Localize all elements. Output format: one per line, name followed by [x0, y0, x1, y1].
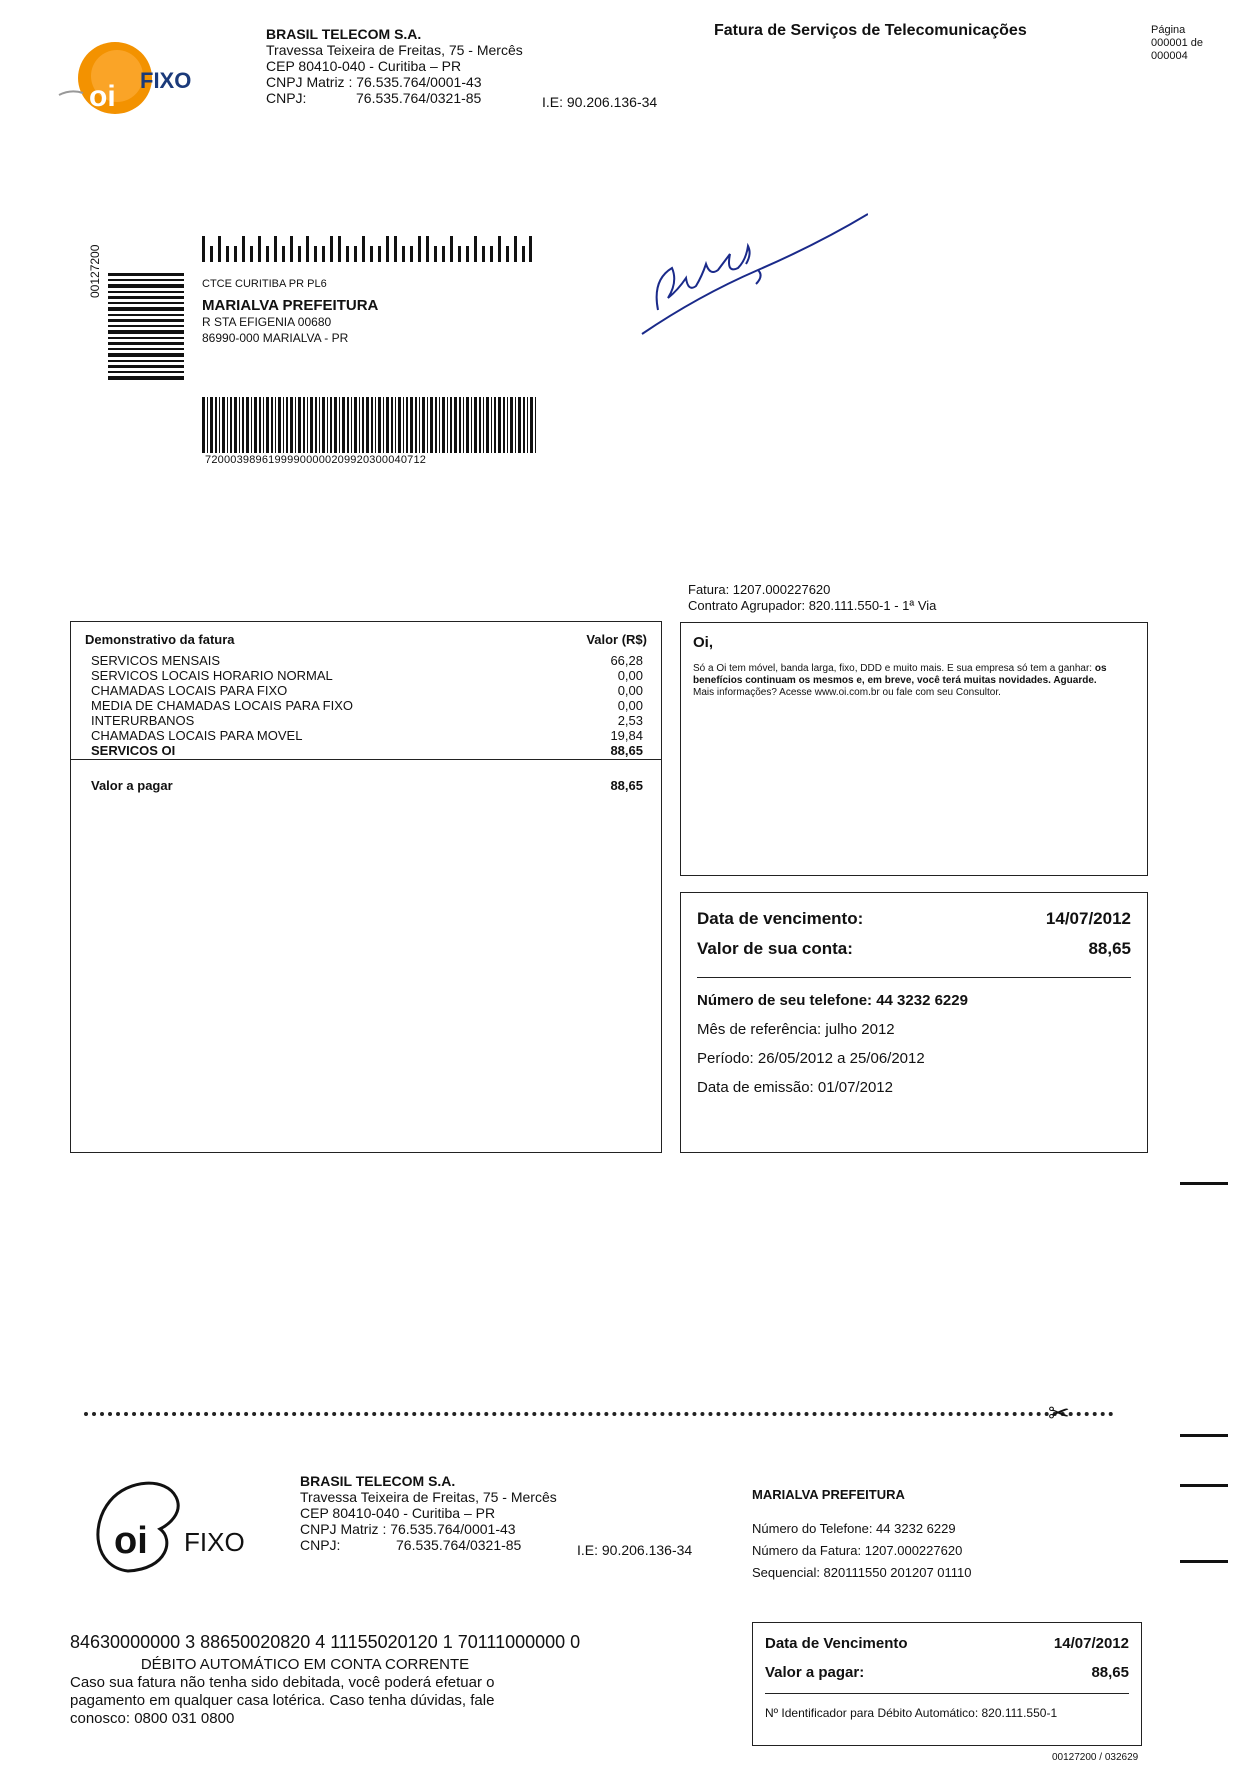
debit-text: Caso sua fatura não tenha sido debitada, você poderá efetuar o pagamento em qualquer casa lotérica. Caso tenha dúvidas, fale conosco: 0800 031 0800 — [70, 1674, 495, 1727]
statement-item-label: CHAMADAS LOCAIS PARA FIXO — [91, 683, 288, 698]
side-barcode — [108, 273, 184, 381]
statement-item-value: 66,28 — [610, 653, 643, 668]
statement-row-subtotal — [71, 743, 661, 760]
stub-pay-value: 88,65 — [1091, 1664, 1129, 1681]
statement-row — [85, 683, 647, 698]
invoice-number: Fatura: 1207.000227620 — [688, 582, 831, 597]
statement-item-value: 0,00 — [617, 698, 643, 713]
margin-mark — [1180, 1182, 1228, 1185]
company-block — [266, 26, 523, 106]
due-date-row — [697, 909, 1131, 929]
handwritten-signature — [638, 200, 868, 340]
statement-row — [85, 713, 647, 728]
digitable-line: 84630000000 3 88650020820 4 11155020120 1 70111000000 0 — [70, 1632, 581, 1652]
statement-item-label: MEDIA DE CHAMADAS LOCAIS PARA FIXO — [91, 698, 353, 713]
company-address-1: Travessa Teixeira de Freitas, 75 - Mercês — [266, 42, 523, 58]
stub-client-name: MARIALVA PREFEITURA — [752, 1487, 905, 1502]
document-title: Fatura de Serviços de Telecomunicações — [714, 22, 1027, 39]
stub-cnpj-label: CNPJ: — [300, 1537, 341, 1553]
oi-fixo-logo-outline — [88, 1475, 258, 1575]
stub-due-value: 14/07/2012 — [1053, 1635, 1129, 1652]
issue-date: Data de emissão: 01/07/2012 — [697, 1079, 893, 1096]
page-total: 000004 — [1151, 50, 1188, 62]
stub-cnpj-matriz: CNPJ Matriz : 76.535.764/0001-43 — [300, 1521, 516, 1537]
stub-address-2: CEP 80410-040 - Curitiba – PR — [300, 1505, 496, 1521]
divider — [697, 977, 1131, 978]
statement-item-value: 2,53 — [617, 713, 643, 728]
due-date-label: Data de vencimento: — [697, 909, 864, 928]
recipient-street: R STA EFIGENIA 00680 — [202, 315, 332, 329]
page-info — [1151, 24, 1203, 63]
stub-pay-label: Valor a pagar: — [765, 1664, 865, 1681]
stub-cnpj-value: 76.535.764/0321-85 — [396, 1537, 522, 1553]
statement-value-header: Valor (R$) — [586, 632, 647, 647]
amount-value: 88,65 — [1088, 939, 1131, 958]
amount-label: Valor de sua conta: — [697, 939, 853, 958]
statement-item-value: 19,84 — [610, 728, 643, 743]
message-text: Só a Oi tem móvel, banda larga, fixo, DDD e muito mais. E sua empresa só tem a ganhar: — [693, 663, 1093, 674]
statement-row — [85, 653, 647, 668]
statement-title: Demonstrativo da fatura — [85, 632, 235, 647]
phone-number: Número de seu telefone: 44 3232 6229 — [697, 992, 968, 1009]
page-value: 000001 de — [1151, 37, 1203, 49]
message-title: Oi, — [693, 634, 714, 651]
amount-row — [697, 939, 1131, 959]
statement-item-label: SERVICOS LOCAIS HORARIO NORMAL — [91, 668, 333, 683]
due-date-value: 14/07/2012 — [1045, 909, 1131, 928]
stub-invoice-number: Número da Fatura: 1207.000227620 — [752, 1543, 963, 1558]
statement-row — [85, 668, 647, 683]
stub-due-row — [765, 1635, 1129, 1652]
margin-mark — [1180, 1434, 1228, 1437]
svg-text:FIXO: FIXO — [140, 68, 192, 93]
billing-period: Período: 26/05/2012 a 25/06/2012 — [697, 1050, 925, 1067]
statement-total-value: 88,65 — [610, 778, 643, 793]
svg-text:oi: oi — [114, 1520, 148, 1562]
side-code: 00127200 — [88, 244, 102, 298]
message-text-bold: os benefícios continuam os mesmos e, em breve, você terá muitas novidades. Aguarde. — [693, 663, 1107, 686]
stub-company-block — [300, 1473, 557, 1553]
statement-item-label: SERVICOS MENSAIS — [91, 653, 221, 668]
mail-barcode-number: 72000398961999900000209920300040712 — [205, 454, 427, 466]
cut-line — [84, 1412, 1114, 1416]
statement-item-value: 0,00 — [617, 683, 643, 698]
reference-month: Mês de referência: julho 2012 — [697, 1021, 895, 1038]
divider — [765, 1693, 1129, 1694]
stub-company-name: BRASIL TELECOM S.A. — [300, 1473, 456, 1489]
scissors-icon: ✂ — [1048, 1398, 1070, 1428]
svg-text:FIXO: FIXO — [184, 1527, 245, 1557]
statement-row — [85, 698, 647, 713]
mail-barcode — [202, 397, 536, 453]
stub-due-label: Data de Vencimento — [765, 1635, 908, 1652]
margin-mark — [1180, 1560, 1228, 1563]
stub-address-1: Travessa Teixeira de Freitas, 75 - Mercês — [300, 1489, 557, 1505]
message-box — [680, 622, 1148, 876]
stub-sequence: Sequencial: 820111550 201207 01110 — [752, 1565, 972, 1580]
due-date-box — [680, 892, 1148, 1153]
statement-total — [85, 778, 647, 793]
stub-ie-number: I.E: 90.206.136-34 — [577, 1542, 693, 1558]
statement-row — [85, 728, 647, 743]
message-more-info: Mais informações? Acesse www.oi.com.br ou fale com seu Consultor. — [693, 687, 1001, 698]
statement-item-value: 0,00 — [617, 668, 643, 683]
postnet-barcode — [202, 236, 532, 262]
company-name: BRASIL TELECOM S.A. — [266, 26, 422, 42]
message-body — [693, 663, 1135, 687]
invoice-statement-box — [70, 621, 662, 1153]
svg-text:oi: oi — [89, 80, 116, 113]
company-cnpj-matriz: CNPJ Matriz : 76.535.764/0001-43 — [266, 74, 482, 90]
oi-fixo-logo — [55, 30, 225, 120]
debit-info — [70, 1656, 540, 1728]
mailing-address — [202, 276, 378, 346]
contract-number: Contrato Agrupador: 820.111.550-1 - 1ª Via — [688, 598, 937, 613]
debit-identifier: Nº Identificador para Débito Automático: 820.111.550-1 — [765, 1706, 1058, 1720]
statement-item-value: 88,65 — [610, 743, 643, 758]
recipient-city: 86990-000 MARIALVA - PR — [202, 331, 349, 345]
stub-phone: Número do Telefone: 44 3232 6229 — [752, 1521, 956, 1536]
cnpj-value: 76.535.764/0321-85 — [356, 90, 482, 106]
cnpj-label: CNPJ: — [266, 90, 307, 106]
statement-item-label: INTERURBANOS — [91, 713, 195, 728]
stub-client-block — [752, 1484, 972, 1584]
statement-header — [85, 632, 647, 647]
stub-pay-row — [765, 1664, 1129, 1681]
statement-item-label: CHAMADAS LOCAIS PARA MOVEL — [91, 728, 303, 743]
company-address-2: CEP 80410-040 - Curitiba – PR — [266, 58, 462, 74]
page-label: Página — [1151, 24, 1186, 36]
ie-number: I.E: 90.206.136-34 — [542, 94, 658, 110]
margin-mark — [1180, 1484, 1228, 1487]
mailing-route: CTCE CURITIBA PR PL6 — [202, 278, 327, 290]
debit-title: DÉBITO AUTOMÁTICO EM CONTA CORRENTE — [140, 1656, 470, 1673]
footer-code: 00127200 / 032629 — [1052, 1752, 1139, 1763]
payment-box — [752, 1622, 1142, 1746]
statement-item-label: SERVICOS OI — [91, 743, 176, 758]
recipient-name: MARIALVA PREFEITURA — [202, 297, 379, 314]
statement-total-label: Valor a pagar — [91, 778, 173, 793]
invoice-info — [688, 582, 936, 614]
